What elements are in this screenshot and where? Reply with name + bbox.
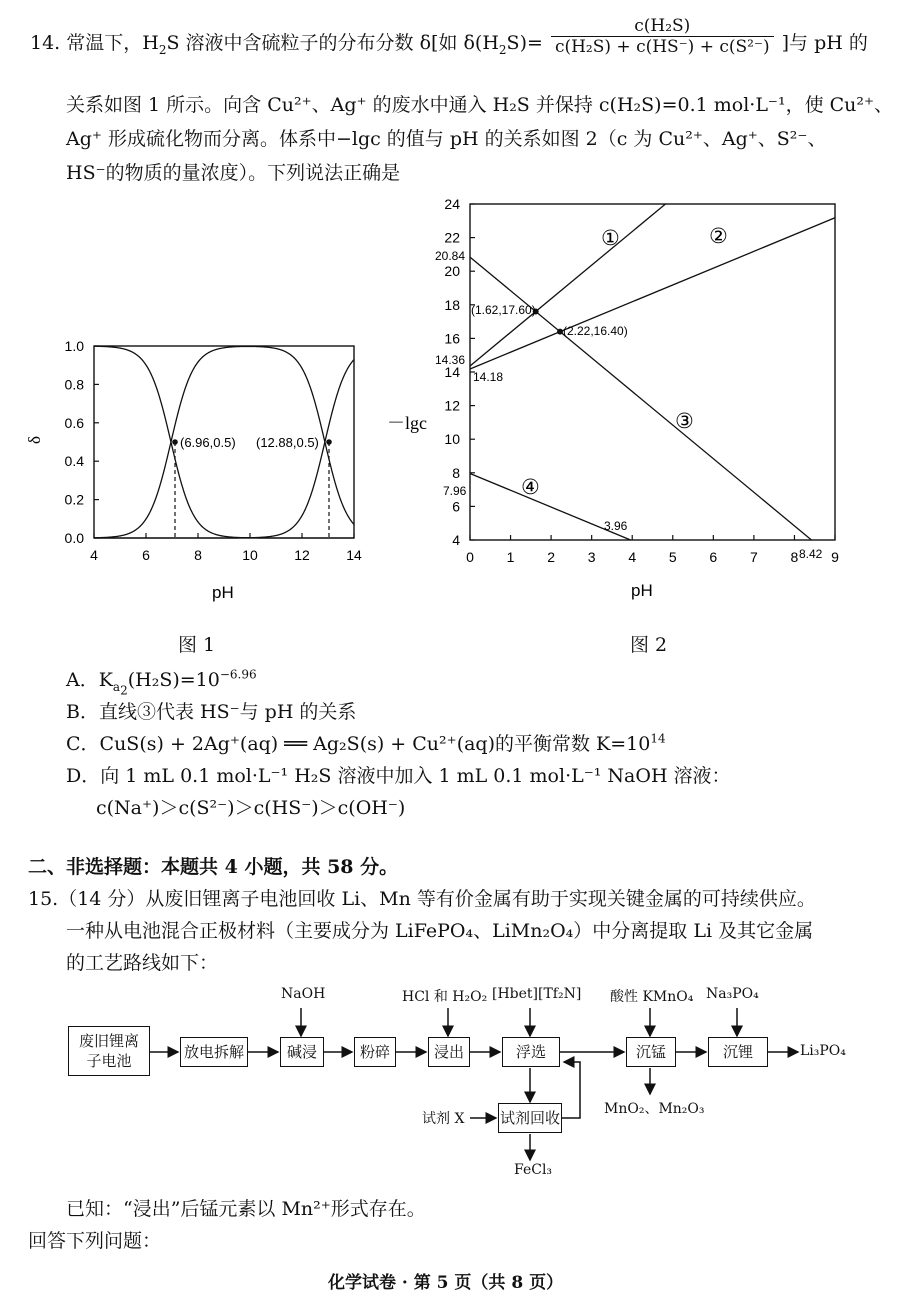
fig2-x-tick-label: 4	[628, 549, 637, 565]
fig1-ticks	[65, 338, 362, 563]
flow-input-naoh: NaOH	[281, 986, 326, 1002]
fig1-y-tick-label: 1.0	[64, 338, 84, 354]
figure-1-chart	[20, 330, 380, 620]
fig2-label-2	[709, 225, 728, 248]
fig2-ann-842: 8.42	[799, 547, 823, 561]
flow-box-leach: 浸出	[428, 1037, 470, 1067]
flow-input-kmno4: 酸性 KMnO₄	[610, 989, 694, 1005]
q15-line3: 的工艺路线如下：	[66, 952, 219, 974]
q14-line1: 14. 常温下，$H_2S$ 溶液中含硫粒子的分布分数 δ[如 $\delta(H_2S)=$ $\frac{\text{c(H₂S)}}{\text{c(H₂S) + c(HS⁻) + c(S²⁻)}}$ ]与 pH 的	[30, 15, 868, 57]
fig2-y-tick-label: 8	[452, 464, 460, 481]
fig2-line-1	[470, 204, 665, 366]
svg-text:③: ③	[675, 410, 694, 433]
fig2-y-tick-label: 4	[452, 532, 460, 548]
fraction-numerator: c(H₂S)	[634, 15, 691, 36]
fig2-ticks	[444, 196, 839, 565]
fig2-y-tick-label: 16	[444, 330, 460, 347]
flow-box-discharge: 放电拆解	[180, 1037, 248, 1067]
answer-prompt: 回答下列问题：	[28, 1230, 162, 1252]
fig1-caption: 图 1	[178, 634, 216, 656]
fig2-label-1	[601, 227, 620, 250]
section-2-heading: 二、非选择题：本题共 4 小题，共 58 分。	[28, 856, 399, 878]
fig1-x-tick-label: 12	[294, 547, 310, 563]
fig2-x-tick-label: 6	[709, 549, 718, 565]
fig2-y-label: －lgc	[387, 413, 427, 433]
fig2-y-tick-label: 6	[452, 498, 460, 515]
flow-box-li-precip: 沉锂	[708, 1037, 768, 1067]
fig2-label-4	[521, 476, 540, 499]
distribution-fraction	[551, 16, 774, 57]
fig2-y-tick-label: 18	[444, 296, 460, 313]
flow-box-flotation: 浮选	[502, 1037, 560, 1067]
flow-box-reagent-recovery: 试剂回收	[498, 1103, 562, 1133]
fig2-x-tick-label: 0	[466, 549, 474, 565]
figure-2-chart	[385, 190, 855, 630]
option-a: A．$K_{a_2}(H_2S)=10^{-6.96}$	[66, 667, 257, 698]
fig2-x-tick-label: 7	[749, 549, 758, 565]
fig1-y-tick-label: 0.6	[64, 414, 84, 431]
fig2-x-tick-label: 9	[831, 549, 839, 565]
fig2-ann-396: 3.96	[604, 519, 628, 533]
fig1-x-tick-label: 8	[194, 547, 202, 563]
fig1-y-tick-label: 0.0	[64, 530, 84, 546]
fig2-ann-p1: (1.62,17.60)	[471, 303, 536, 317]
fig1-y-tick-label: 0.4	[64, 453, 84, 470]
q15-line1: 15.（14 分）从废旧锂离子电池回收 Li、Mn 等有价金属有助于实现关键金属的可持续供应。	[28, 888, 816, 910]
fig2-ann-1436: 14.36	[435, 353, 466, 367]
fig1-x-tick-label: 4	[90, 547, 98, 563]
fig2-ann-1418: 14.18	[473, 370, 504, 384]
fig1-y-label: δ	[25, 435, 44, 444]
fig1-y-tick-label: 0.8	[64, 376, 84, 393]
fraction-denominator: c(H₂S) + c(HS⁻) + c(S²⁻)	[551, 36, 774, 57]
flow-box-alkali-leach: 碱浸	[280, 1037, 324, 1067]
fig1-x-tick-label: 10	[242, 547, 258, 563]
fig2-caption: 图 2	[630, 634, 668, 656]
fig2-y-tick-label: 24	[444, 196, 460, 212]
fig1-y-tick-label: 0.2	[64, 491, 84, 508]
fig2-ann-2084: 20.84	[435, 249, 466, 263]
fig2-y-tick-label: 20	[444, 263, 460, 280]
flow-output-mno2-mn2o3: MnO₂、Mn₂O₃	[604, 1101, 705, 1117]
svg-text:①: ①	[601, 227, 620, 250]
fig1-point-1-label: (6.96,0.5)	[180, 435, 236, 450]
flow-box-crush: 粉碎	[354, 1037, 396, 1067]
fig2-line-2	[470, 218, 835, 369]
svg-text:④: ④	[521, 476, 540, 499]
q14-line2: 关系如图 1 所示。向含 Cu²⁺、Ag⁺ 的废水中通入 H₂S 并保持 c(H₂S)=0.1 mol·L⁻¹，使 Cu²⁺、	[66, 94, 894, 116]
fig2-y-tick-label: 22	[444, 229, 460, 246]
flow-box-waste-battery: 废旧锂离子电池	[68, 1026, 150, 1076]
known-note: 已知：“浸出”后锰元素以 Mn²⁺形式存在。	[66, 1198, 426, 1220]
flow-input-hbet: [Hbet][Tf₂N]	[492, 986, 582, 1002]
q14-line4: HS⁻的物质的量浓度）。下列说法正确是	[66, 162, 401, 184]
svg-text:②: ②	[709, 225, 728, 248]
fig2-y-tick-label: 14	[444, 364, 460, 380]
page-footer: 化学试卷 · 第 5 页（共 8 页）	[328, 1273, 564, 1293]
q14-number: 14.	[30, 32, 61, 54]
option-d-line2: c(Na⁺)＞c(S²⁻)＞c(HS⁻)＞c(OH⁻)	[96, 797, 406, 819]
fig2-ann-796: 7.96	[443, 484, 467, 498]
fig1-point-1	[172, 439, 178, 445]
fig2-ann-p2: (2.22,16.40)	[563, 324, 628, 338]
flow-arrows	[0, 980, 919, 1190]
fig1-x-label: pH	[212, 583, 234, 602]
flow-output-fecl3: FeCl₃	[514, 1162, 553, 1178]
fig2-x-label: pH	[631, 581, 653, 600]
flow-input-reagent-x: 试剂 X	[422, 1111, 465, 1127]
fig2-x-tick-label: 5	[668, 549, 677, 565]
q14-line3: Ag⁺ 形成硫化物而分离。体系中−lgc 的值与 pH 的关系如图 2（c 为 Cu²⁺、Ag⁺、S²⁻、	[66, 128, 827, 150]
q15-line2: 一种从电池混合正极材料（主要成分为 LiFePO₄、LiMn₂O₄）中分离提取 Li 及其它金属	[66, 920, 814, 942]
flow-input-na3po4: Na₃PO₄	[706, 986, 759, 1002]
fig1-x-tick-label: 6	[142, 547, 150, 563]
fig2-y-tick-label: 12	[444, 397, 460, 414]
fig2-y-tick-label: 10	[444, 431, 460, 448]
fig2-x-tick-label: 8	[790, 549, 799, 565]
fig2-label-3	[675, 410, 694, 433]
option-c: C．CuS(s) + 2Ag⁺(aq) ══ Ag₂S(s) + Cu²⁺(aq)的平衡常数 $K=10^{14}$	[66, 731, 666, 755]
fig2-x-tick-label: 3	[587, 549, 596, 565]
flow-output-li3po4: Li₃PO₄	[800, 1043, 846, 1059]
fig2-x-tick-label: 1	[506, 549, 515, 565]
fig1-point-2-label: (12.88,0.5)	[256, 435, 319, 450]
flow-input-hcl-h2o2: HCl 和 H₂O₂	[402, 989, 488, 1005]
fig1-point-2	[326, 439, 332, 445]
fig2-x-tick-label: 2	[547, 549, 556, 565]
flow-box-mn-precip: 沉锰	[626, 1037, 676, 1067]
fig1-x-tick-label: 14	[346, 547, 362, 563]
option-d-line1: D．向 1 mL 0.1 mol·L⁻¹ H₂S 溶液中加入 1 mL 0.1 mol·L⁻¹ NaOH 溶液：	[66, 765, 731, 787]
option-b: B．直线③代表 HS⁻与 pH 的关系	[66, 701, 357, 723]
